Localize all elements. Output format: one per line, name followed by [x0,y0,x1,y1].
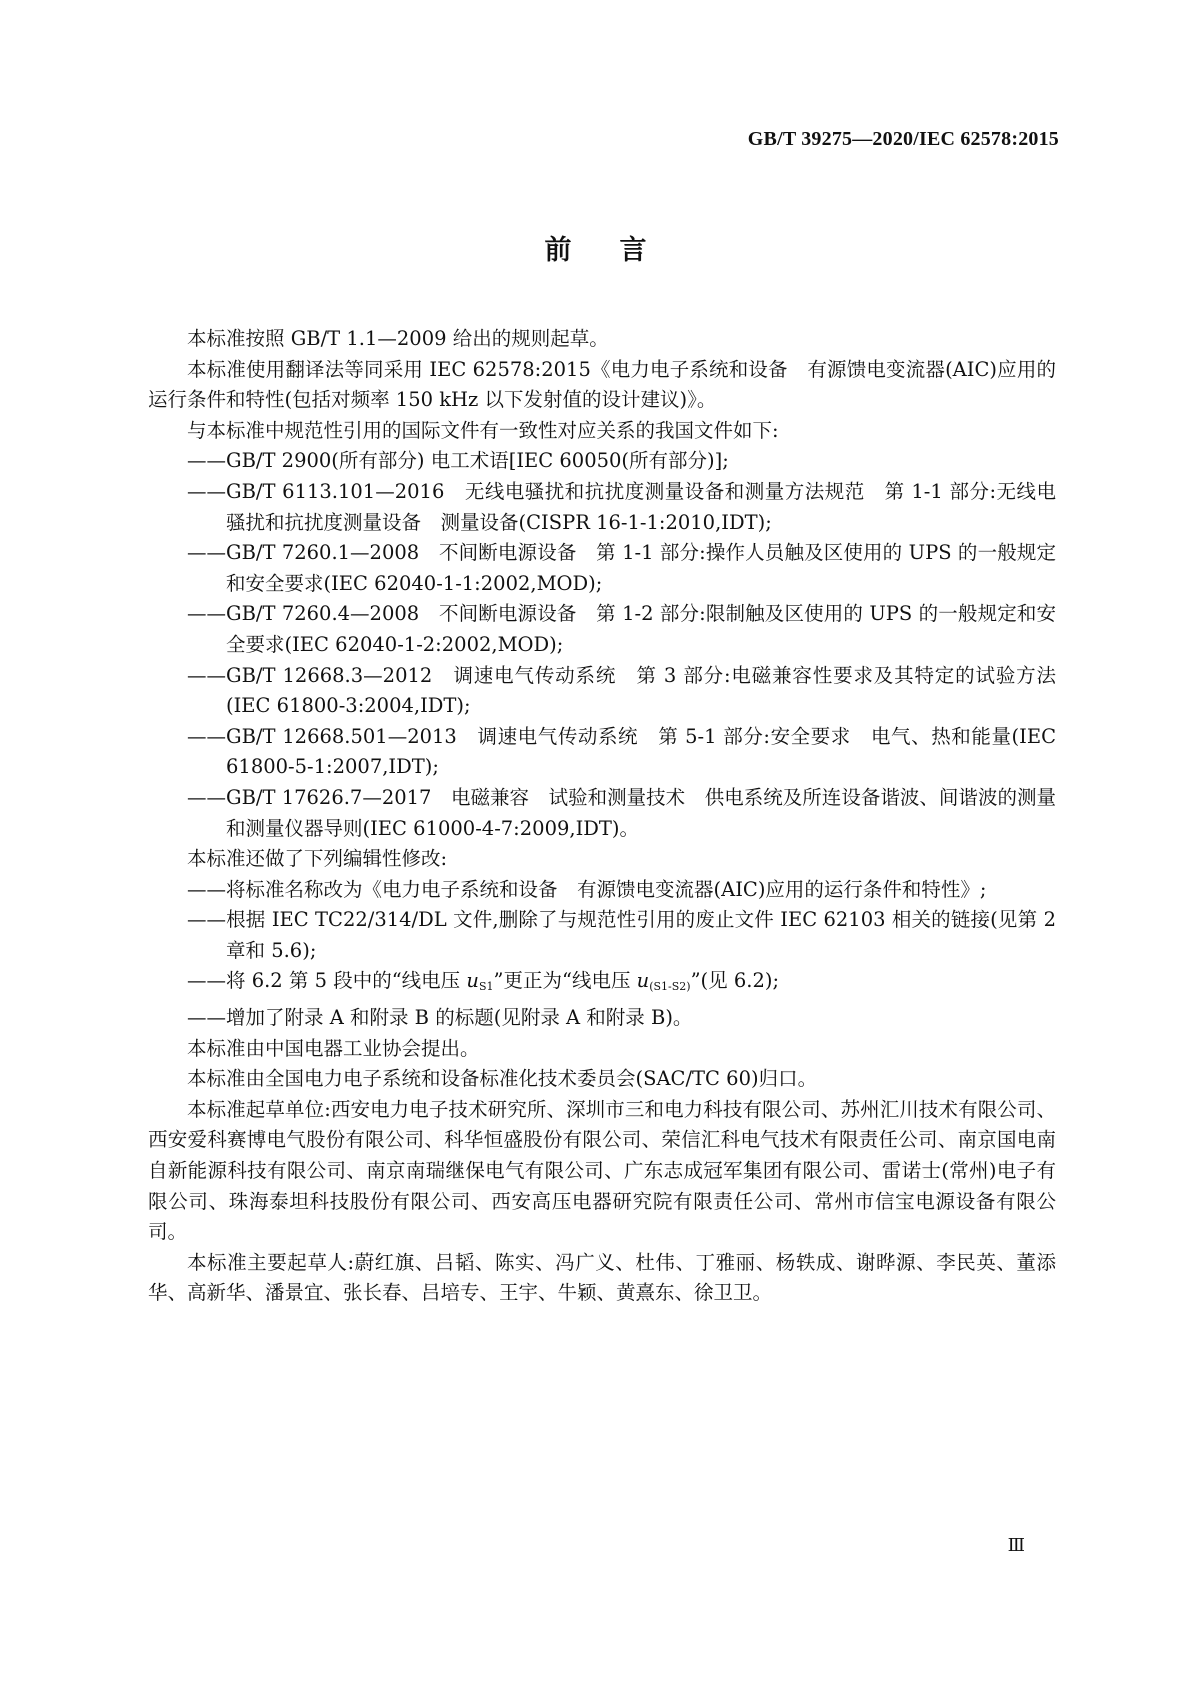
dash-marker: —— [187,785,226,809]
paragraph-drafting-rules: 本标准按照 GB/T 1.1—2009 给出的规则起草。 [187,327,609,350]
reference-item [187,783,1056,844]
reference-item [187,661,1056,722]
edit-item [187,875,1056,906]
reference-item [187,599,1056,660]
paragraph-drafters: 本标准主要起草人:蔚红旗、吕韬、陈实、冯广义、杜伟、丁雅丽、杨轶成、谢晔源、李民英、董添华、高新华、潘景宜、张长春、吕培专、王宇、牛颖、黄熹东、徐卫卫。 [148,1250,1056,1305]
dash-marker: —— [187,602,226,626]
dash-marker: —— [187,449,226,473]
foreword-body [148,324,1056,1309]
edit-text: 将标准名称改为《电力电子系统和设备 有源馈电变流器(AIC)应用的运行条件和特性》; [226,877,987,901]
voltage-symbol: u [636,969,650,993]
reference-text: GB/T 6113.101—2016 无线电骚扰和抗扰度测量设备和测量方法规范 第 1-1 部分:无线电骚扰和抗扰度测量设备 测量设备(CISPR 16-1-1:2010,IDT); [226,479,1056,534]
reference-text: GB/T 7260.4—2008 不间断电源设备 第 1-2 部分:限制触及区使用的 UPS 的一般规定和安全要求(IEC 62040-1-2:2002,MOD); [226,602,1056,656]
reference-item [187,477,1056,538]
voltage-symbol: u [466,969,479,993]
edit-text-part: ”(见 6.2); [690,969,780,993]
paragraph-editorial-intro: 本标准还做了下列编辑性修改: [187,847,448,871]
dash-marker: —— [187,877,226,901]
dash-marker: —— [187,479,226,503]
reference-text: GB/T 2900(所有部分) 电工术语[IEC 60050(所有部分)]; [226,449,729,473]
reference-item [187,538,1056,599]
reference-text: GB/T 7260.1—2008 不间断电源设备 第 1-1 部分:操作人员触及区使用的 UPS 的一般规定和安全要求(IEC 62040-1-1:2002,MOD); [226,541,1056,595]
page-title: 前言 [544,235,695,266]
standard-code-header: GB/T 39275—2020/IEC 62578:2015 [747,128,1059,150]
page-number: Ⅲ [1007,1535,1025,1555]
edit-text: 根据 IEC TC22/314/DL 文件,删除了与规范性引用的废止文件 IEC 62103 相关的链接(见第 2 章和 5.6); [226,908,1056,962]
dash-marker: —— [187,663,226,687]
reference-text: GB/T 17626.7—2017 电磁兼容 试验和测量技术 供电系统及所连设备谐波、间谐波的测量和测量仪器导则(IEC 61000-4-7:2009,IDT)。 [226,785,1056,840]
dash-marker: —— [187,908,226,932]
edit-item [187,905,1056,966]
edit-item [187,1003,1056,1034]
dash-marker: —— [187,969,226,993]
dash-marker: —— [187,724,226,748]
reference-item [187,446,1056,477]
reference-text: GB/T 12668.3—2012 调速电气传动系统 第 3 部分:电磁兼容性要求及其特定的试验方法(IEC 61800-3:2004,IDT); [226,663,1056,718]
reference-item [187,722,1056,783]
paragraph-adoption: 本标准使用翻译法等同采用 IEC 62578:2015《电力电子系统和设备 有源馈电变流器(AIC)应用的运行条件和特性(包括对频率 150 kHz 以下发射值的设计建议)》。 [148,357,1056,412]
paragraph-references-intro: 与本标准中规范性引用的国际文件有一致性对应关系的我国文件如下: [187,418,779,442]
edit-text: 增加了附录 A 和附录 B 的标题(见附录 A 和附录 B)。 [226,1006,693,1030]
reference-text: GB/T 12668.501—2013 调速电气传动系统 第 5-1 部分:安全要求 电气、热和能量(IEC 61800-5-1:2007,IDT); [226,724,1056,779]
paragraph-drafting-units: 本标准起草单位:西安电力电子技术研究所、深圳市三和电力科技有限公司、苏州汇川技术有限公司、西安爱科赛博电气股份有限公司、科华恒盛股份有限公司、荣信汇科电气技术有限责任公司、南京国电南自新能源科技有限公司、南京南瑞继保电气有限公司、广东志成冠军集团有限公司、雷诺士(常州)电子有限公司、珠海泰坦科技股份有限公司、西安高压电器研究院有限责任公司、常州市信宝电源设备有限公司。 [148,1097,1056,1244]
voltage-subscript: S1 [478,980,494,994]
voltage-subscript: (S1-S2) [649,980,691,994]
dash-marker: —— [187,541,226,565]
paragraph-committee: 本标准由全国电力电子系统和设备标准化技术委员会(SAC/TC 60)归口。 [187,1067,818,1091]
edit-text-part: ”更正为“线电压 [493,969,637,993]
edit-item-voltage-correction [187,966,1056,1003]
dash-marker: —— [187,1006,226,1030]
edit-text-part: 将 6.2 第 5 段中的“线电压 [226,969,467,993]
paragraph-proposer: 本标准由中国电器工业协会提出。 [187,1036,480,1060]
